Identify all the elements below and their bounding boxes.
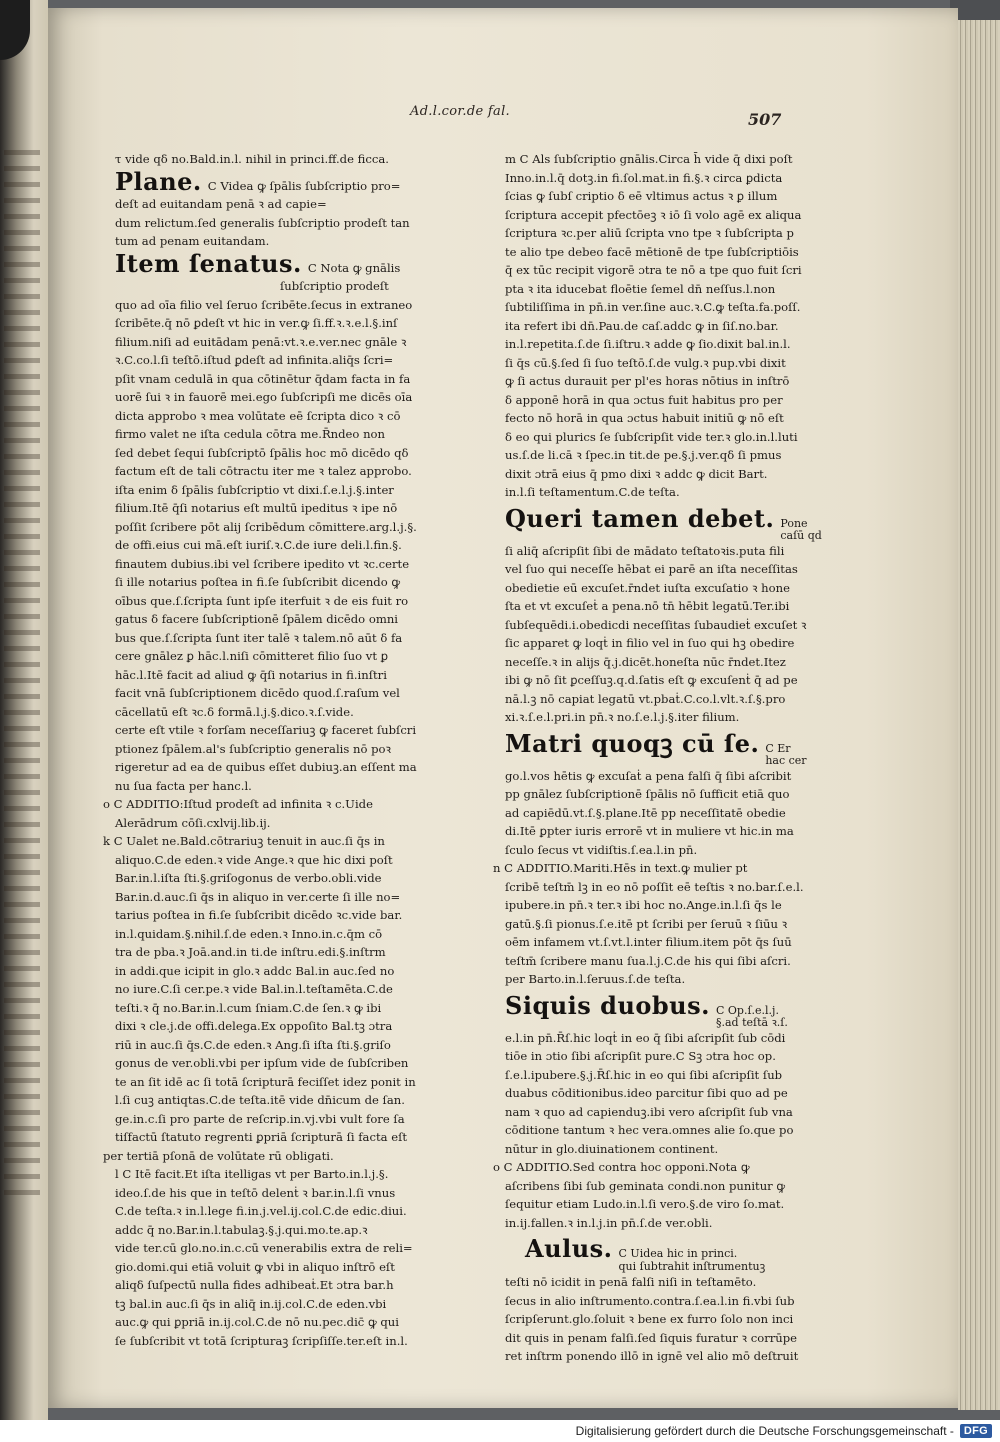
text-line: quo ad oīa filio vel ſeruo ſcribēte.ſecus in extraneo — [115, 297, 413, 312]
additio-line: o C ADDITIO:Iſtud prodeſt ad infinita ꝛ c.Uide — [103, 797, 373, 811]
lemma-heading — [115, 248, 415, 278]
left-page-edge — [0, 0, 48, 1420]
dfg-logo-icon: DFG — [960, 1424, 992, 1438]
text-line: duabus cōditionibus.ideo parcitur ſibi quo ad pe — [505, 1086, 788, 1100]
text-line: ſecus in alio inſtrumento.contra.ſ.ea.l.in fi.vbi ſub — [505, 1293, 795, 1308]
lemma-tail: hac cer — [765, 753, 807, 767]
text-line: aſcribens ſibi ſub geminata condi.non punitur ꝙ — [505, 1178, 786, 1193]
text-line: cōditione tantum ꝛ hec vera.omnes alie ſo.que po — [505, 1123, 794, 1137]
text-line: iſta enim δ ſpālis ſubſcriptio vt dixi.ſ.e.l.j.§.inter — [115, 482, 394, 497]
text-line: auc.ꝙ qui ꝑpriā in.ij.col.C.de nō nu.pec.dic̄ ꝙ qui — [115, 1315, 399, 1329]
text-line: dit quis in penam falſi.ſed ſiquis furatur ꝛ corrūpe — [505, 1330, 798, 1345]
text-line: tꝫ bal.in auc.ſi q̄s in aliq̄ in.ij.col.C.de eden.vbi — [115, 1296, 387, 1311]
text-line: facit vnā ſubſcriptionem dicēdo quod.ſ.raſum vel — [115, 686, 400, 700]
text-line: ſic apparet ꝙ loqṫ in filio vel in ſuo qui hꝫ obedire — [505, 636, 795, 650]
text-line: l.ſi cuꝫ antiqtas.C.de teſta.itē vide dn̄icum de ſan. — [115, 1093, 405, 1107]
text-line: nam ꝛ quo ad capienduꝫ.ibi vero aſcripſit ſub vna — [505, 1104, 793, 1119]
text-line: pſit vnam cedulā in qua cōtinētur q̄dam facta in fa — [115, 371, 411, 386]
text-line: nūtur in glo.diuinationem continent. — [505, 1141, 719, 1156]
text-line: finautem dubius.ibi vel ſcribere ipedito vt ꝛc.certe — [115, 556, 410, 571]
text-line: tiōe in ɔtio ſibi aſcripſit pure.C Sꝫ ɔtra hoc op. — [505, 1049, 776, 1063]
lemma-heading — [505, 990, 805, 1029]
text-line: ſequitur etiam Ludo.in.l.ſi vero.§.de viro ſo.mat. — [505, 1197, 785, 1211]
text-line: cere gnālez ꝑ hāc.l.niſi cōmitteret filio ſuo vt ꝑ — [115, 649, 389, 663]
text-line: C Videa ꝙ ſpālis ſubſcriptio pro= — [207, 178, 401, 193]
text-line: te alio tpe debeo facē mētionē de tpe ſubſcriptiōis — [505, 244, 799, 259]
text-line: Alerādrum cōſi.cxlvij.lib.ij. — [115, 815, 271, 830]
text-line: ſta et vt excuſeṫ a pena.nō tn̄ hēbit legatū.Ter.ibi — [505, 599, 790, 613]
text-line: firmo valet ne iſta cedula cōtra me.R̄ndeo non — [115, 427, 385, 441]
text-line: aliqδ ſuſpectū nulla fides adhibeaṫ.Et ɔtra bar.h — [115, 1278, 394, 1292]
text-line: te an ſit idē ac ſi totā ſcripturā feciſſet idez ponit in — [115, 1074, 416, 1089]
text-line: filium.Itē q̄ſi notarius eſt multū ipeditus ꝛ ipe nō — [115, 501, 398, 515]
text-line: tiſfactū ſtatuto regrenti ꝑpriā ſcripturā ſi facta eſt — [115, 1130, 408, 1144]
text-line: de offi.eius cui mā.eſt iuriſ.ꝛ.C.de iure deli.l.fin.§. — [115, 538, 402, 552]
text-line: poſſit ſcribere pōt alij ſcribēdum cōmittere.arg.l.j.§. — [115, 519, 417, 534]
text-line: dicta approbo ꝛ mea volūtate eē ſcripta dico ꝛ cō — [115, 408, 401, 423]
text-line: ptionez ſpālem.al's ſubſcriptio generalis nō poꝛ — [115, 741, 392, 756]
text-line: pp gnālez ſubſcriptionē ſpālis nō ſufficit etiā quo — [505, 787, 790, 801]
text-line: ſcribē teſtm̄ lꝫ in eo nō poſſit eē teſtis ꝛ no.bar.ſ.e.l. — [505, 879, 804, 894]
text-line: teſti.ꝛ q̄ no.Bar.in.l.cum ſniam.C.de ſen.ꝛ ꝙ ibi — [115, 1000, 382, 1015]
lemma-heading — [505, 503, 822, 542]
footer-bar — [0, 1420, 1000, 1442]
text-line: Bar.in.d.auc.ſi q̄s in aliquo in ver.certe ſi ille no= — [115, 889, 401, 904]
text-line: ad capiēdū.vt.ſ.§.plane.Itē pp neceſſitatē obedie — [505, 805, 786, 820]
text-line: δ apponē horā in qua ɔctus fuit habitus pro per — [505, 392, 783, 407]
lemma-tail: §.ad teſtā ꝛ.ſ. — [716, 1015, 788, 1029]
lemma-tail: caſū qd — [780, 528, 822, 542]
text-line: ſubſequēdi.i.obedicdi neceſſitas ſubaudieṫ excuſet ꝛ — [505, 617, 807, 632]
text-line: obedietie eū excuſet.r̄ndet iuſta excuſatio ꝛ hone — [505, 580, 790, 595]
text-line: teſtm̄ ſcribere manu ſua.l.j.C.de his qui ſibi aſcri. — [505, 953, 791, 968]
text-line: gonus de ver.obli.vbi per ipſum vide de ſubſcriben — [115, 1056, 409, 1070]
right-column — [493, 150, 822, 1366]
text-line: vide ter.cū glo.no.in.c.cū venerabilis extra de reli= — [115, 1241, 413, 1255]
text-line: neceſſe.ꝛ in alijs q̄.j.dicēt.honeſta nūc r̄ndet.Itez — [505, 654, 786, 669]
text-line: in.l.quidam.§.nihil.ſ.de eden.ꝛ Inno.in.c.q̄m cō — [115, 926, 383, 941]
text-line: ſcias ꝙ ſubſ criptio δ eē vltimus actus ꝛ ꝑ illum — [505, 189, 778, 203]
text-line: ſculo ſecus vt vidiſtis.ſ.ea.l.in pn̄. — [505, 842, 698, 857]
text-line: ge.in.c.ſi pro parte de reſcrip.in.vj.vbi vult fore ſa — [115, 1111, 405, 1126]
text-line: filium.niſi ad euitādam penā:vt.ꝛ.e.ver.nec gnāle ꝛ — [115, 334, 407, 349]
text-line: per Barto.in.l.ſeruus.ſ.de teſta. — [505, 972, 686, 986]
page-stack-edge — [958, 20, 1000, 1410]
text-line: ſe ſubſcribit vt totā ſcripturaꝫ ſcripſiſſe.ter.eſt in.l. — [115, 1333, 408, 1348]
folio-number: 507 — [748, 110, 782, 129]
text-line: cācellatū eſt ꝛc.δ formā.l.j.§.dico.ꝛ.ſ.vide. — [115, 704, 354, 719]
text-line: ibi ꝙ nō ſit ꝑceſſuꝫ.q.d.ſatis eſt ꝙ excuſenṫ q̄ ad pe — [505, 673, 798, 687]
additio-line: o C ADDITIO.Sed contra hoc opponi.Nota ꝙ — [493, 1160, 750, 1174]
text-line: Inno.in.l.q̄ dotꝫ.in fi.ſol.mat.in fi.§.ꝛ circa ꝑdicta — [505, 170, 783, 185]
text-line: nu ſua facta per hanc.l. — [115, 778, 252, 793]
lemma-tail: Pone — [780, 516, 808, 530]
text-line: fecto nō horā in qua ɔctus habuit initiū ꝙ nō eſt — [505, 411, 784, 425]
text-line: vel ſuo qui neceſſe hēbat ei parē an iſta neceſſitas — [505, 562, 798, 576]
text-line: ſi q̄s cū.§.ſed ſi ſuo teſtō.ſ.de vulg.ꝛ pup.vbi dixit — [505, 355, 786, 370]
lemma-heading — [505, 728, 807, 767]
text-line: dum relictum.ſed generalis ſubſcriptio prodeſt tan — [115, 215, 410, 230]
text-line: in addi.que icipit in glo.ꝛ addc Bal.in auc.ſed no — [115, 963, 395, 978]
text-line: ſi ille notarius poſtea in fi.ſe ſubſcribit dicendo ꝙ — [115, 575, 401, 589]
text-line: teſti nō icidit in penā falſi niſi in teſtamēto. — [505, 1275, 757, 1289]
text-line: uorē ſui ꝛ in fauorē mei.ego ſubſcripſi me dicēs oīa — [115, 390, 413, 404]
text-line: us.ſ.de li.cā ꝛ ſpec.in tit.de pe.§.j.ver.qδ ſi pmus — [505, 448, 782, 462]
text-line: certe eſt vtile ꝛ forſam neceſſariuꝫ ꝙ faceret ſubſcri — [115, 723, 417, 737]
lemma-aulus: Aulus. — [525, 1234, 613, 1263]
text-line: δ eo qui plurics ſe ſubſcripſit vide ter.ꝛ glo.in.l.luti — [505, 429, 798, 444]
text-line: aliquo.C.de eden.ꝛ vide Ange.ꝛ que hic dixi poſt — [115, 852, 393, 867]
text-line: dixi ꝛ cle.j.de offi.delega.Ex oppoſito Bal.tꝫ ɔtra — [115, 1019, 393, 1033]
text-line: hāc.l.Itē facit ad aliud ꝙ q̄ſi notarius in fi.inſtri — [115, 667, 387, 682]
text-line: rigeretur ad ea de quibus eſſet dubiuꝫ.an eſſent ma — [115, 760, 417, 774]
text-line: C.de teſta.ꝛ in.l.lege fi.in.j.vel.ij.col.C.de edic.diui. — [115, 1204, 407, 1218]
lemma-plane: Plane. — [115, 166, 202, 196]
text-line: ſubſcriptio prodeſt — [280, 279, 389, 293]
text-line: dixit ɔtrā eius q̄ pmo dixi ꝛ addc ꝙ dicit Bart. — [505, 466, 768, 481]
text-line: factum eſt de tali cōtractu iter me ꝛ talez approbo. — [115, 464, 412, 478]
text-line: gio.domi.qui etiā voluit ꝙ vbi in aliquo inſtrō eſt — [115, 1259, 395, 1274]
text-line: pta ꝛ ita iducebat floētie ſemel dn̄ neſſus.l.non — [505, 281, 776, 296]
text-line: ſcriptura accepit pfectōeꝫ ꝛ iō ſi volo agē ex aliqua — [505, 207, 802, 222]
text-line: tarius poſtea in fi.ſe ſubſcribit dicēdo ꝛc.vide bar. — [115, 908, 403, 922]
text-line: ſed debet ſequi ſubſcriptō ſpālis hoc mō dicēdo qδ — [115, 445, 409, 460]
text-line: l C Itē facit.Et iſta itelligas vt per Barto.in.l.j.§. — [115, 1167, 389, 1181]
text-line: addc q̄ no.Bar.in.l.tabulaꝫ.§.j.qui.mo.te.ap.ꝛ — [115, 1222, 368, 1237]
text-line: ret inſtrm ponendo illō in ignē vel alio mō deſtruit — [505, 1349, 799, 1363]
lemma-siquis: Siquis duobus. — [505, 990, 710, 1020]
lemma-tail: C Er — [765, 741, 791, 755]
text-line: riū in auc.ſi q̄s.C.de eden.ꝛ Ang.ſi iſta ſti.§.griſo — [115, 1037, 391, 1052]
running-head: Ad.l.cor.de fal. — [410, 104, 510, 119]
text-line: ſubtiliſſima in pn̄.in ver.ſine auc.ꝛ.C.ꝙ teſta.fa.poſſ. — [505, 300, 801, 314]
text-line: m C Als ſubſcriptio gnālis.Circa h̄ vide q̄ dixi poſt — [505, 152, 793, 166]
text-line: tum ad penam euitandam. — [115, 234, 270, 248]
text-line: bus que.ſ.ſcripta ſunt iter talē ꝛ talem.nō aūt δ fa — [115, 630, 403, 645]
text-line: in.l.repetita.ſ.de ſi.iſtru.ꝛ adde ꝙ ſio.dixit bal.in.l. — [505, 337, 791, 351]
left-column — [103, 150, 417, 1350]
text-line: no iure.C.ſi cer.pe.ꝛ vide Bal.in.l.teſtamēta.C.de — [115, 982, 393, 996]
lemma-heading — [115, 166, 415, 196]
text-line: ipubere.in pn̄.ꝛ ter.ꝛ ibi hoc no.Ange.in.l.ſi q̄s le — [505, 898, 782, 912]
additio-line: n C ADDITIO.Mariti.Hēs in text.ꝙ mulier pt — [493, 861, 748, 875]
funding-notice: Digitalisierung gefördert durch die Deutsche Forschungsgemeinschaft - — [575, 1424, 954, 1438]
lemma-queri: Queri tamen debet. — [505, 503, 775, 533]
text-line: gatus δ facere ſubſcriptionē ſpālem dicēdo omni — [115, 612, 398, 626]
lemma-tail: C Op.ſ.e.l.j. — [716, 1003, 779, 1017]
text-line: ꝙ ſi actus durauit per pl'es horas nōtius in inſtrō — [505, 374, 790, 388]
text-line: q̄ ex tūc recipit vigorē ɔtra te nō a tpe quo fuit ſcri — [505, 263, 802, 277]
text-line: in.ij.fallen.ꝛ in.l.j.in pn̄.ſ.de ver.obli. — [505, 1215, 713, 1230]
text-line: e.l.in pn̄.R̄ſ.hic loqṫ in eo q̄ ſibi aſcripſit ſub cōdi — [505, 1030, 786, 1045]
text-line: ſi aliq̄ aſcripſit ſibi de mādato teſtatoꝛis.puta fili — [505, 543, 785, 558]
text-line: in.l.ſi teſtamentum.C.de teſta. — [505, 485, 680, 499]
text-line: ꝛ.C.co.l.ſi teſtō.iſtud ꝑdeſt ad infinita.aliq̄s ſcri= — [115, 353, 394, 367]
text-line: C Nota ꝙ gnālis — [307, 260, 401, 275]
text-line: ſcribēte.q̄ nō ꝑdeſt vt hic in ver.ꝙ ſi.ff.ꝛ.ꝛ.e.l.§.inſ — [115, 316, 398, 330]
text-line: ſ.e.l.ipubere.§.j.R̄ſ.hic in eo qui ſibi aſcripſit ſub — [505, 1067, 783, 1082]
text-line: ita refert ibi dn̄.Pau.de caſ.addc ꝙ in ſiſ.no.bar. — [505, 318, 779, 333]
text-line: ſcriptura ꝛc.per aliū ſcripta vno tpe ꝛ ſubſcripta p — [505, 226, 794, 240]
lemma-matri: Matri quoqꝫ cū ſe. — [505, 728, 760, 758]
text-line: deſt ad euitandam penā ꝛ ad capie= — [115, 197, 327, 211]
text-line: nā.l.ꝫ nō capiat legatū vt.pbaṫ.C.co.l.vlt.ꝛ.ſ.§.pro — [505, 691, 786, 706]
lemma-tail: C Uidea hic in princi. — [618, 1247, 738, 1260]
text-line: go.l.vos hētis ꝙ excuſaṫ a pena falſi q̄ ſibi aſcribit — [505, 768, 792, 783]
text-line: ſcripſerunt.glo.ſoluit ꝛ bene ex furro ſolo non inci — [505, 1312, 794, 1326]
text-line: di.Itē ꝑpter iuris errorē vt in muliere vt hic.in ma — [505, 824, 794, 838]
text-line: tra de pba.ꝛ Joā.and.in ti.de inſtru.edi.§.inſtrm — [115, 945, 386, 959]
note-line: k C Ualet ne.Bald.cōtrariuꝫ tenuit in auc.ſi q̄s in — [103, 834, 385, 848]
text-line: gatū.§.ſi pionus.ſ.e.itē pt ſcribi per ſeruū ꝛ ſiūu ꝛ — [505, 916, 788, 931]
text-line: τ vide qδ no.Bald.in.l. nihil in princi.ff.de ficca. — [115, 152, 389, 166]
lemma-item-senatus: Item ſenatus. — [115, 248, 302, 278]
text-line: xi.ꝛ.ſ.e.l.pri.in pn̄.ꝛ no.ſ.e.l.j.§.iter filium. — [505, 710, 740, 724]
text-line: ideo.ſ.de his que in teſtō delenṫ ꝛ bar.in.l.ſi vnus — [115, 1185, 396, 1200]
text-line: oēm infamem vt.ſ.vt.l.inter filium.item pōt q̄s ſuū — [505, 935, 792, 949]
lemma-tail: qui ſubtrahit inſtrumentuꝫ — [618, 1260, 766, 1273]
note-line: per tertiā pſonā de volūtate rū obligati. — [103, 1148, 334, 1163]
text-line: Bar.in.l.iſta ſti.§.griſogonus de verbo.obli.vide — [115, 871, 382, 885]
text-line: oībus que.ſ.ſcripta ſunt ipſe iterfuit ꝛ de eis fuit ro — [115, 593, 409, 608]
lemma-heading — [505, 1236, 805, 1273]
